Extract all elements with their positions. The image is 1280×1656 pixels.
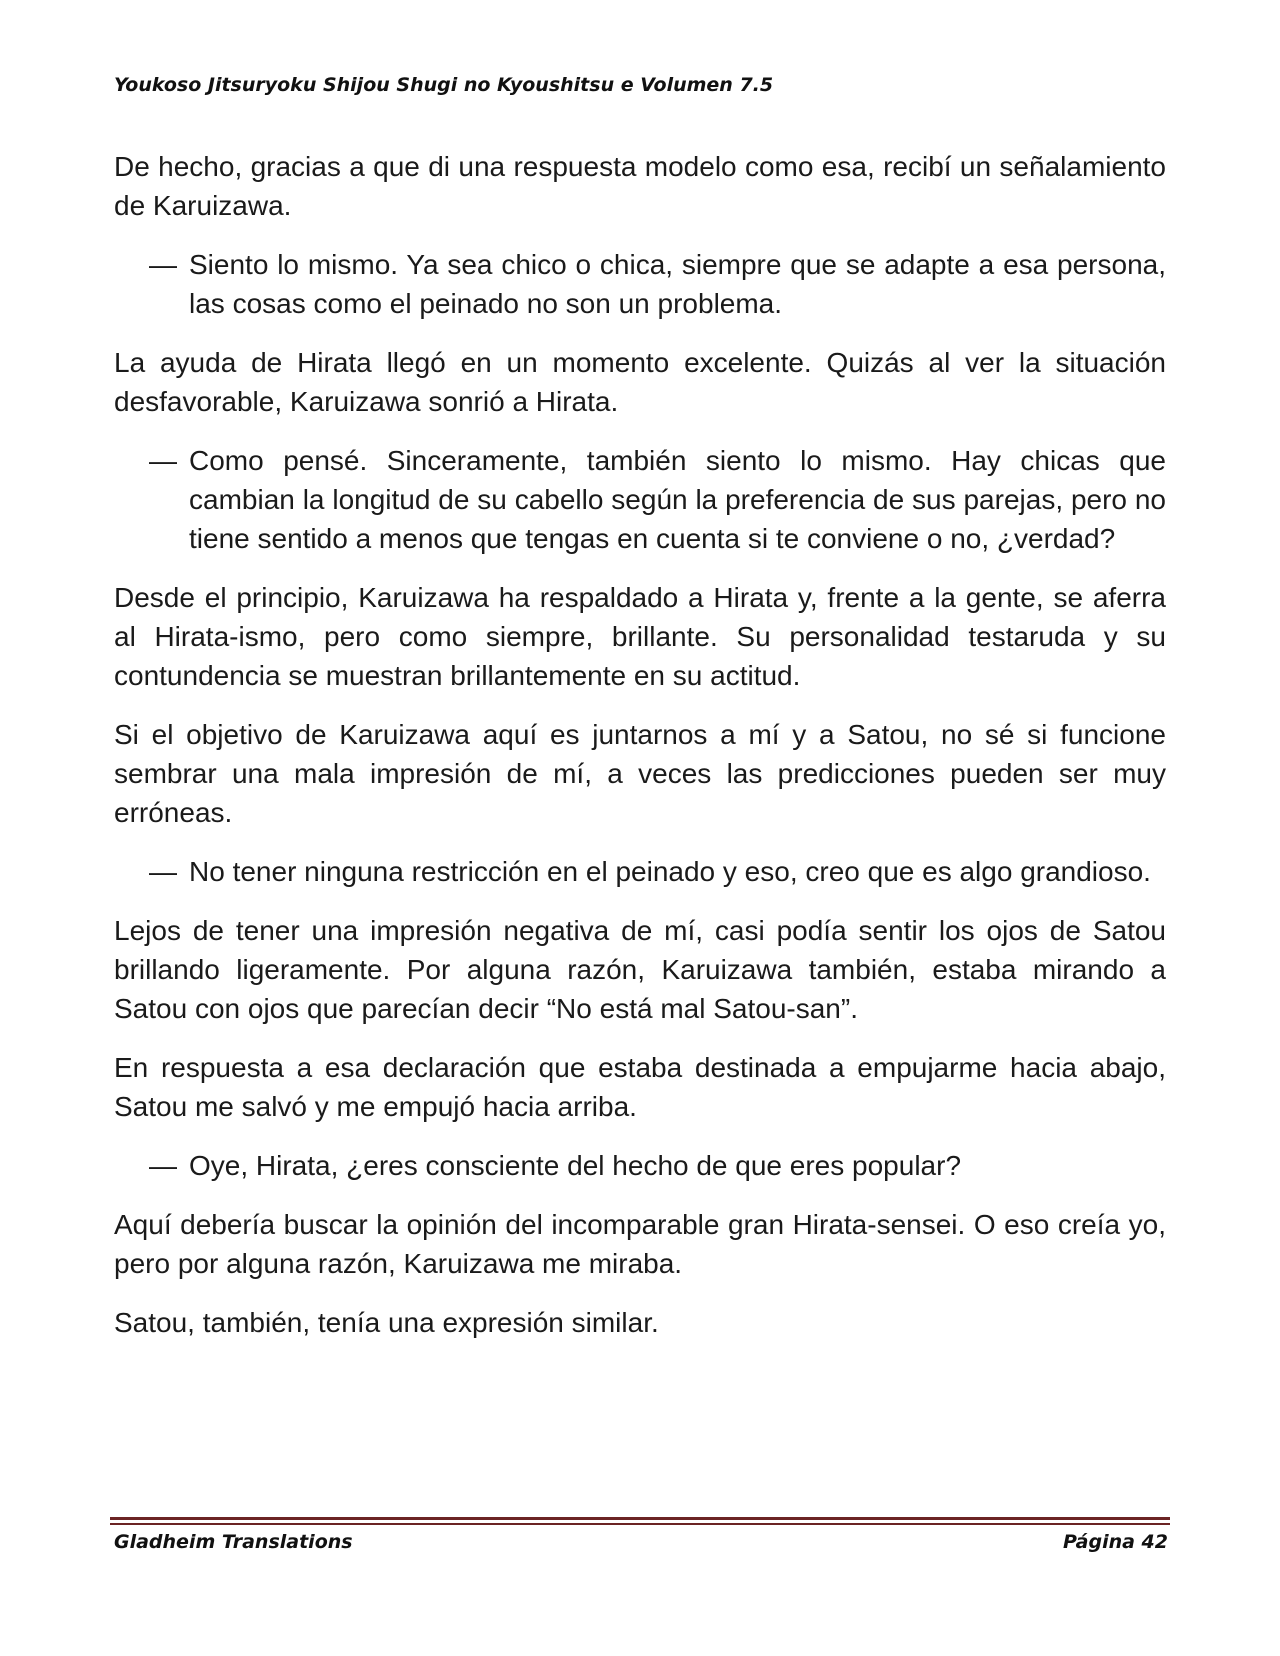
dialogue-line (114, 245, 1166, 323)
page-header-title: Youkoso Jitsuryoku Shijou Shugi no Kyoushitsu e Volumen 7.5 (114, 74, 774, 96)
dialogue-dash: — (149, 445, 177, 476)
dialogue-text: No tener ninguna restricción en el peinado y eso, creo que es algo grandioso. (189, 856, 1151, 887)
footer-divider-secondary (110, 1523, 1170, 1525)
dialogue-line (114, 1146, 1166, 1185)
paragraph: Desde el principio, Karuizawa ha respaldado a Hirata y, frente a la gente, se aferra al Hirata-ismo, pero como siempre, brillante. Su personalidad testaruda y su contundencia se muestran brillantemente en su actitud. (114, 582, 1166, 691)
page-body (114, 147, 1166, 1362)
dialogue-dash: — (149, 249, 177, 280)
page-number: Página 42 (1062, 1531, 1168, 1553)
paragraph: De hecho, gracias a que di una respuesta modelo como esa, recibí un señalamiento de Karuizawa. (114, 151, 1166, 221)
paragraph: Si el objetivo de Karuizawa aquí es juntarnos a mí y a Satou, no sé si funcione sembrar una mala impresión de mí, a veces las predicciones pueden ser muy erróneas. (114, 719, 1166, 828)
footer-credit: Gladheim Translations (114, 1531, 353, 1553)
dialogue-line (114, 441, 1166, 558)
paragraph: Satou, también, tenía una expresión similar. (114, 1307, 659, 1338)
paragraph: Aquí debería buscar la opinión del incomparable gran Hirata-sensei. O eso creía yo, pero por alguna razón, Karuizawa me miraba. (114, 1209, 1166, 1279)
dialogue-text: Oye, Hirata, ¿eres consciente del hecho de que eres popular? (189, 1150, 962, 1181)
paragraph: Lejos de tener una impresión negativa de mí, casi podía sentir los ojos de Satou brillando ligeramente. Por alguna razón, Karuizawa también, estaba mirando a Satou con ojos que parecían decir “No está mal Satou-san”. (114, 915, 1166, 1024)
dialogue-line (114, 852, 1166, 891)
paragraph: En respuesta a esa declaración que estaba destinada a empujarme hacia abajo, Satou me salvó y me empujó hacia arriba. (114, 1052, 1166, 1122)
dialogue-text: Como pensé. Sinceramente, también siento lo mismo. Hay chicas que cambian la longitud de su cabello según la preferencia de sus parejas, pero no tiene sentido a menos que tengas en cuenta si te conviene o no, ¿verdad? (189, 445, 1166, 554)
dialogue-dash: — (149, 1150, 177, 1181)
footer-divider (110, 1517, 1170, 1520)
paragraph: La ayuda de Hirata llegó en un momento excelente. Quizás al ver la situación desfavorable, Karuizawa sonrió a Hirata. (114, 347, 1166, 417)
dialogue-text: Siento lo mismo. Ya sea chico o chica, siempre que se adapte a esa persona, las cosas como el peinado no son un problema. (189, 249, 1166, 319)
dialogue-dash: — (149, 856, 177, 887)
